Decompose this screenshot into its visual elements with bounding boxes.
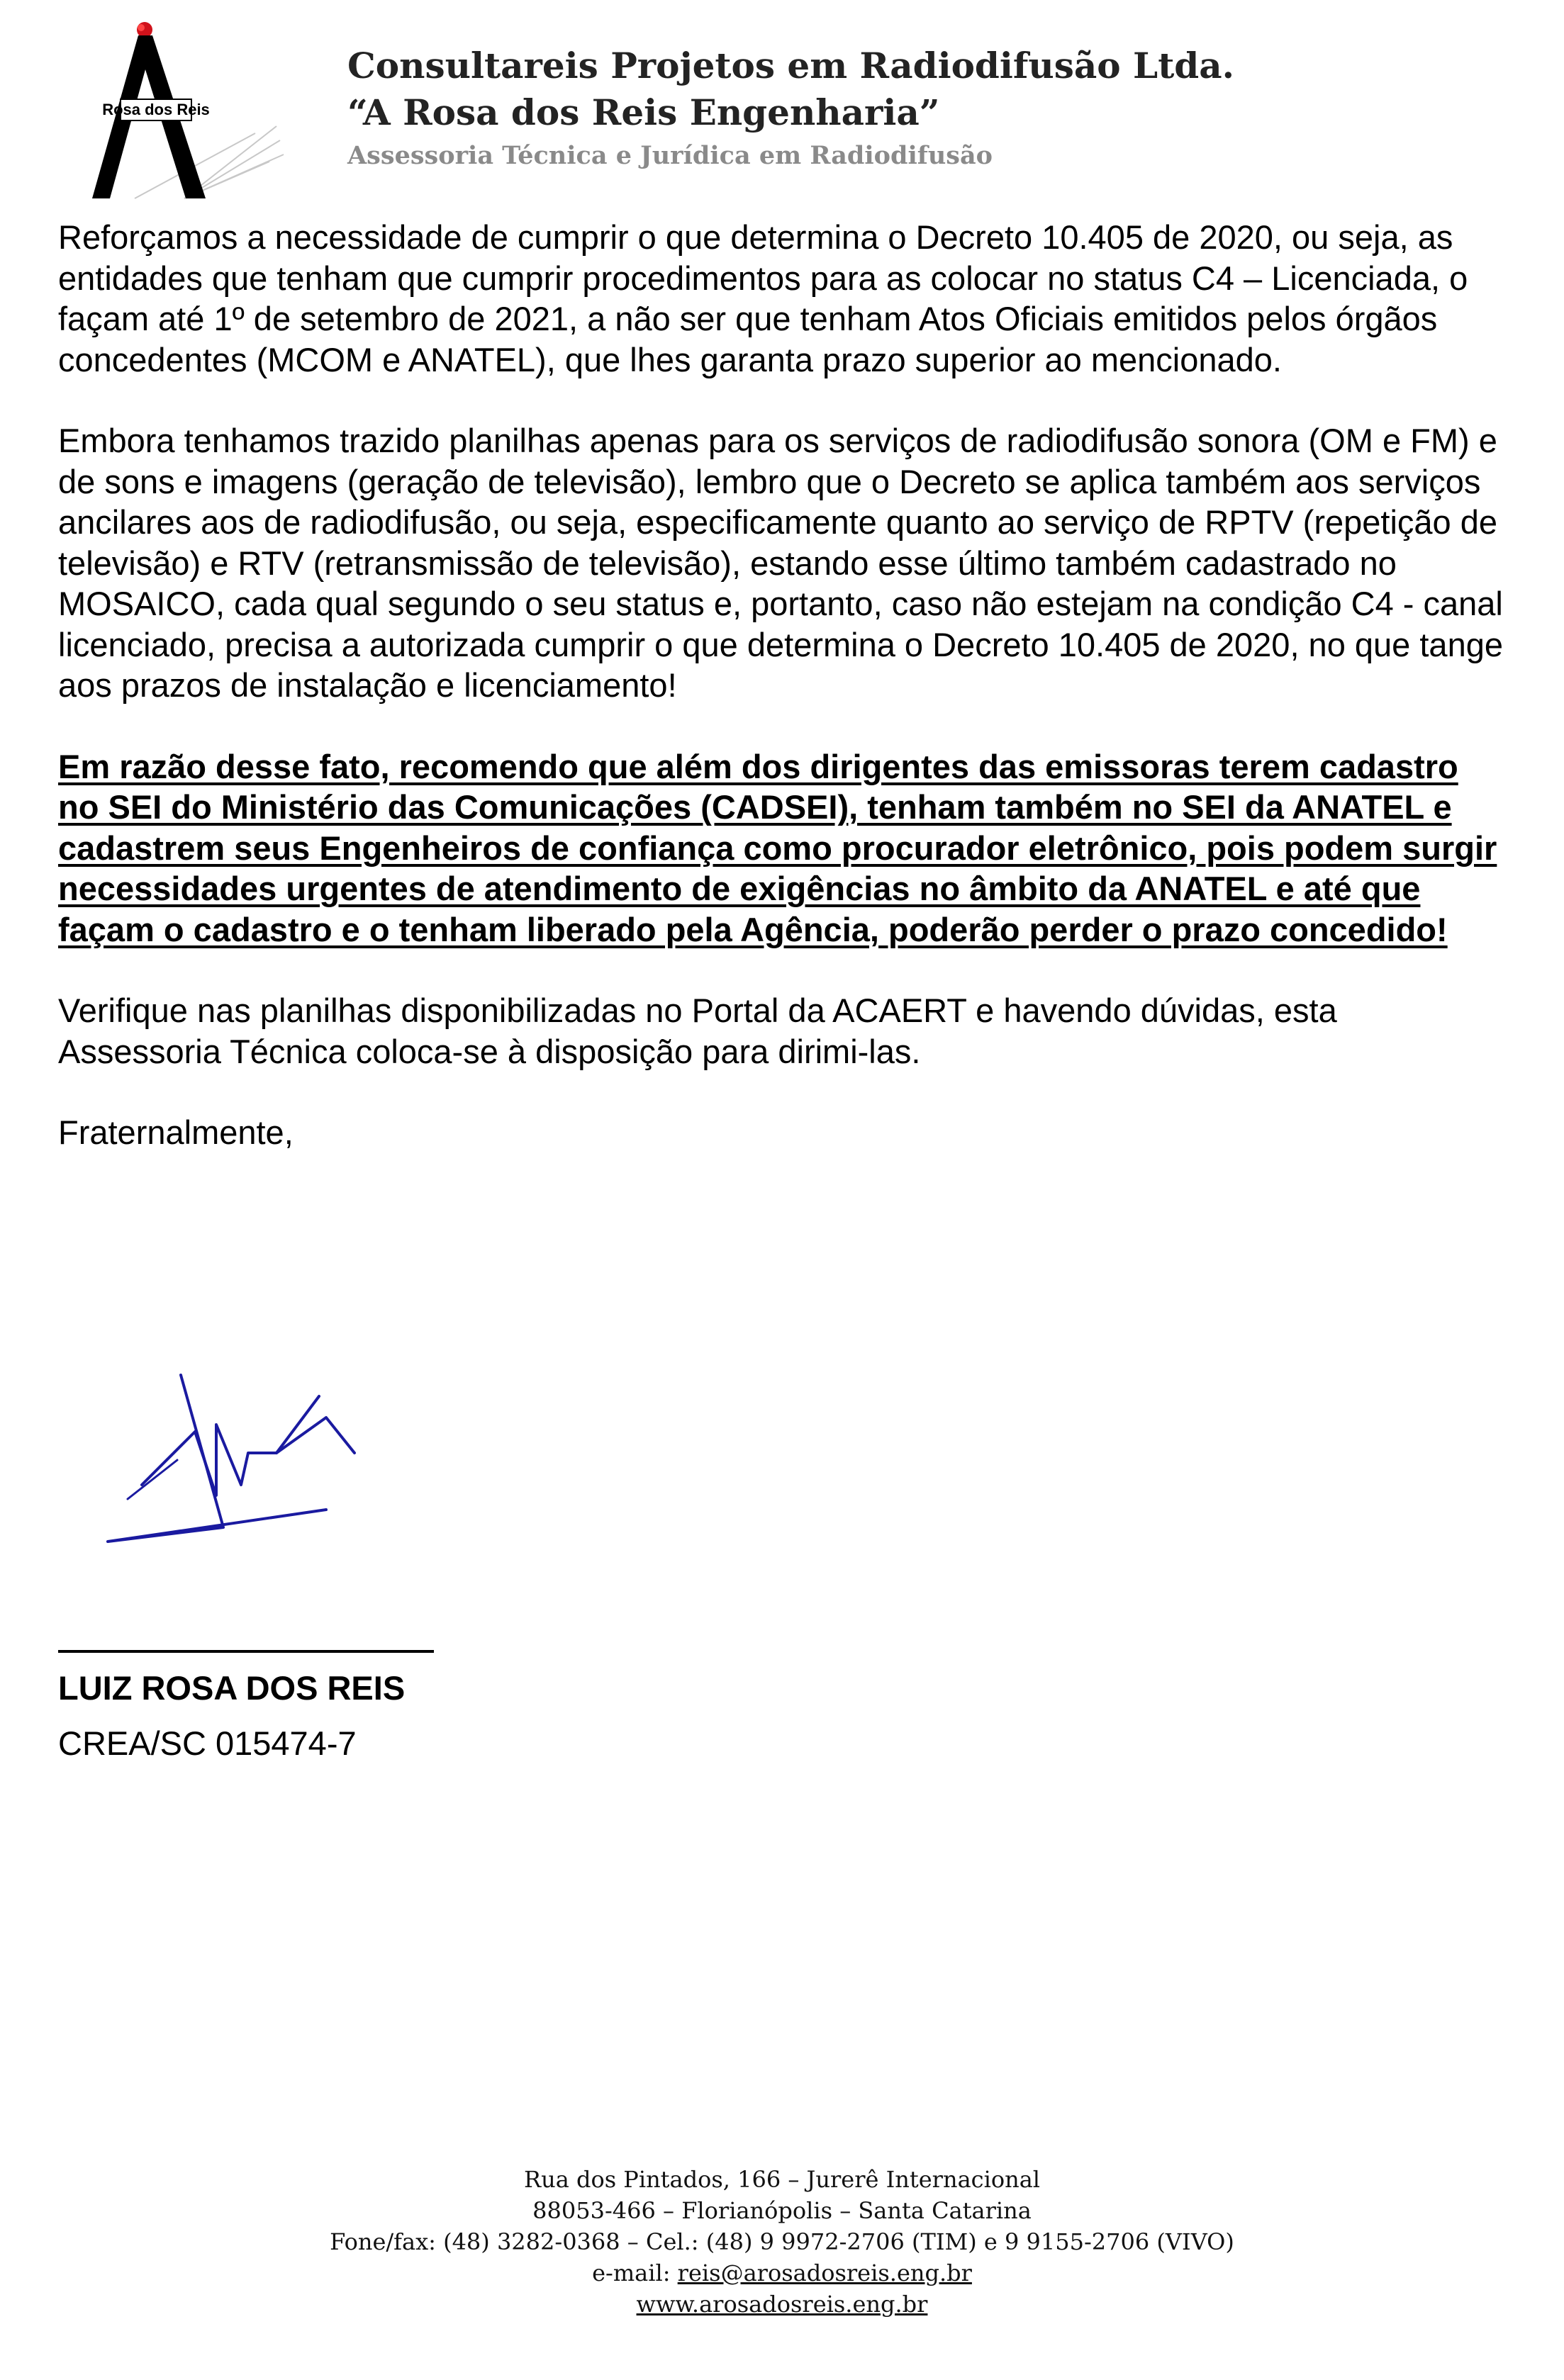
closing-salutation: Fraternalmente,	[58, 1113, 294, 1151]
paragraph-acaert: Verifique nas planilhas disponibilizadas no Portal da ACAERT e havendo dúvidas, esta Assessoria Técnica coloca-se à disposição para dirimi-las.	[58, 992, 1337, 1070]
rosa-dos-reis-logo	[78, 20, 291, 206]
logo-text: Rosa dos Reis	[102, 101, 210, 118]
footer-email-line	[0, 2257, 1564, 2289]
footer-email-link[interactable]: reis@arosadosreis.eng.br	[677, 2260, 972, 2286]
handwritten-signature	[71, 1347, 390, 1644]
footer	[0, 2164, 1564, 2320]
footer-phone: Fone/fax: (48) 3282-0368 – Cel.: (48) 9 9972-2706 (TIM) e 9 9155-2706 (VIVO)	[330, 2228, 1234, 2255]
company-tagline: Assessoria Técnica e Jurídica em Radiodifusão	[347, 141, 993, 170]
company-info	[347, 43, 1234, 176]
paragraph-recommendation: Em razão desse fato, recomendo que além dos dirigentes das emissoras terem cadastro no SEI do Ministério das Comunicações (CADSEI), tenham também no SEI da ANATEL e cadastrem seus Engenheiros de confiança como procurador eletrônico, pois podem surgir necessidades urgentes de atendimento de exigências no âmbito da ANATEL e até que façam o cadastro e o tenham liberado pela Agência, poderão perder o prazo concedido!	[58, 747, 1497, 948]
signer-registration: CREA/SC 015474-7	[58, 1724, 357, 1762]
company-slogan: “A Rosa dos Reis Engenharia”	[347, 91, 940, 133]
signer-name: LUIZ ROSA DOS REIS	[58, 1669, 406, 1707]
footer-address: Rua dos Pintados, 166 – Jurerê Internacional	[524, 2166, 1040, 2193]
letter-body	[58, 217, 1504, 1194]
letterhead	[0, 0, 1564, 213]
signature-line	[58, 1650, 434, 1653]
paragraph-ancillary-services: Embora tenhamos trazido planilhas apenas para os serviços de radiodifusão sonora (OM e FM) e de sons e imagens (geração de televisão), lembro que o Decreto se aplica também aos serviços ancilares aos de radiodifusão, ou seja, especificamente quanto ao serviço de RPTV (repetição de televisão) e RTV (retransmissão de televisão), estando esse último também cadastrado no MOSAICO, cada qual segundo o seu status e, portanto, caso não estejam na condição C4 - canal licenciado, precisa a autorizada cumprir o que determina o Decreto 10.405 de 2020, no que tange aos prazos de instalação e licenciamento!	[58, 422, 1503, 704]
footer-city: 88053-466 – Florianópolis – Santa Catarina	[532, 2197, 1032, 2224]
footer-website-link[interactable]: www.arosadosreis.eng.br	[636, 2291, 928, 2318]
footer-email-label: e-mail:	[592, 2260, 678, 2286]
company-name: Consultareis Projetos em Radiodifusão Ltda.	[347, 45, 1235, 86]
paragraph-decree-deadline: Reforçamos a necessidade de cumprir o que determina o Decreto 10.405 de 2020, ou seja, as entidades que tenham que cumprir procedimentos para as colocar no status C4 – Licenciada, o façam até 1º de setembro de 2021, a não ser que tenham Atos Oficiais emitidos pelos órgãos concedentes (MCOM e ANATEL), que lhes garanta prazo superior ao mencionado.	[58, 218, 1468, 378]
